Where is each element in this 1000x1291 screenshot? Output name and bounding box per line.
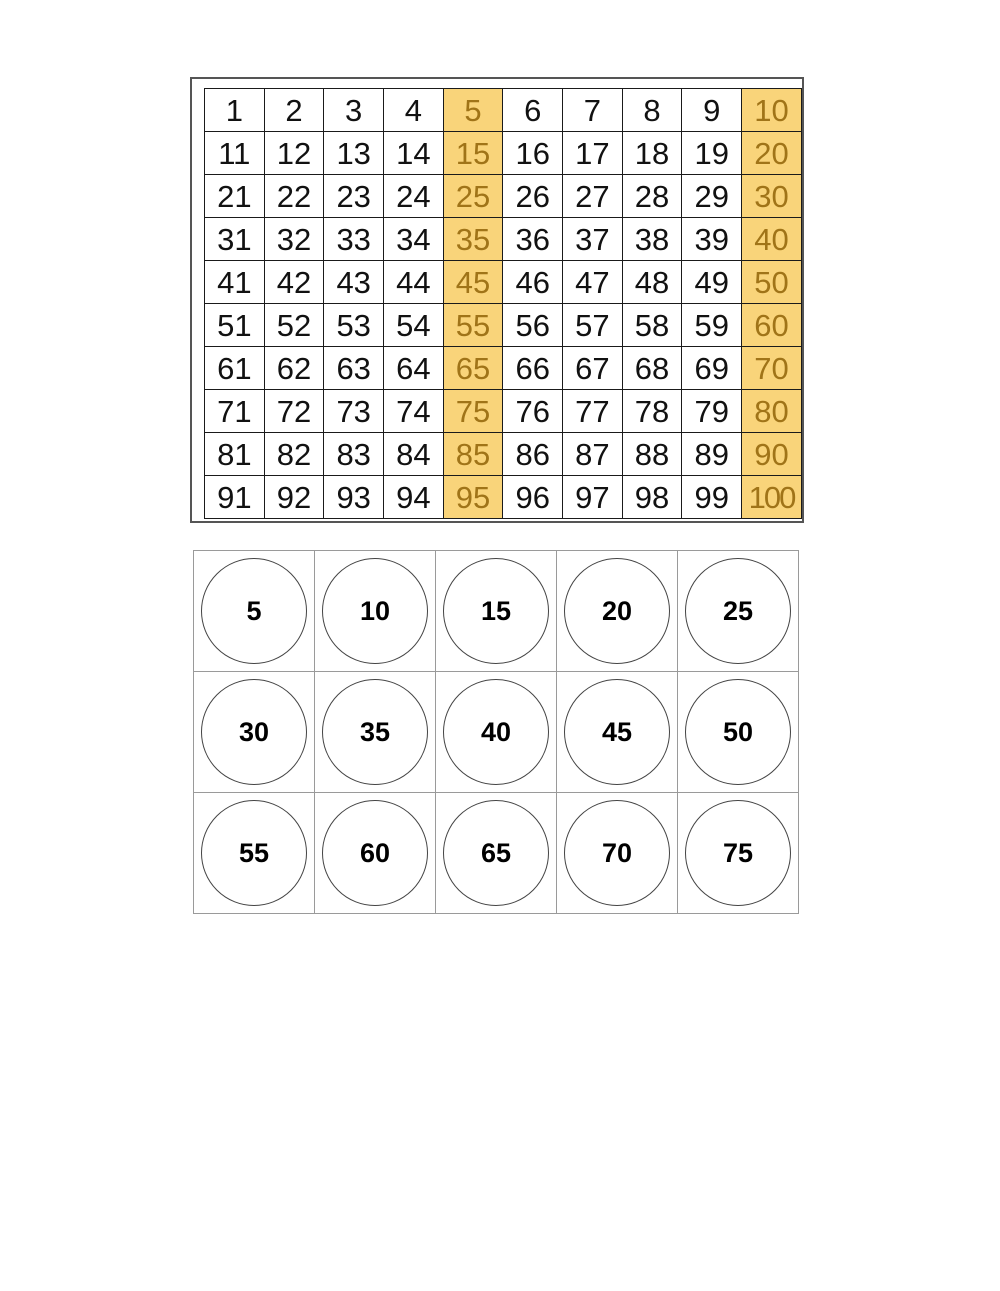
number-cell: 5 [443,89,503,132]
number-cell: 14 [384,132,444,175]
circle-cell [315,672,436,793]
number-cell: 32 [264,218,324,261]
circle-cell [557,551,678,672]
number-cell: 51 [205,304,265,347]
number-cell: 52 [264,304,324,347]
circle-cell [436,793,557,914]
circle-grid-row [194,672,799,793]
number-cell: 27 [563,175,623,218]
number-circle[interactable]: 20 [564,558,670,664]
number-cell: 17 [563,132,623,175]
number-cell: 54 [384,304,444,347]
number-cell: 80 [742,390,802,433]
number-cell: 56 [503,304,563,347]
number-circle[interactable]: 55 [201,800,307,906]
number-cell: 96 [503,476,563,519]
number-cell: 24 [384,175,444,218]
number-cell: 42 [264,261,324,304]
circle-cell [194,551,315,672]
number-cell: 100 [742,476,802,519]
number-cell: 78 [622,390,682,433]
number-cell: 23 [324,175,384,218]
number-cell: 20 [742,132,802,175]
circle-cell [557,672,678,793]
number-cell: 25 [443,175,503,218]
number-cell: 92 [264,476,324,519]
number-cell: 61 [205,347,265,390]
number-cell: 77 [563,390,623,433]
number-cell: 29 [682,175,742,218]
number-circle[interactable]: 40 [443,679,549,785]
number-cell: 7 [563,89,623,132]
number-cell: 79 [682,390,742,433]
number-cell: 31 [205,218,265,261]
hundred-chart-row [205,476,802,519]
number-cell: 76 [503,390,563,433]
circle-cell [315,551,436,672]
number-cell: 69 [682,347,742,390]
number-cell: 48 [622,261,682,304]
number-cell: 15 [443,132,503,175]
hundred-chart-row [205,433,802,476]
circle-grid [193,550,799,914]
number-cell: 44 [384,261,444,304]
number-cell: 85 [443,433,503,476]
number-cell: 21 [205,175,265,218]
circle-cell [315,793,436,914]
circle-cell [194,793,315,914]
number-cell: 68 [622,347,682,390]
number-cell: 72 [264,390,324,433]
number-cell: 90 [742,433,802,476]
number-circle[interactable]: 5 [201,558,307,664]
number-cell: 60 [742,304,802,347]
number-cell: 97 [563,476,623,519]
number-cell: 2 [264,89,324,132]
number-cell: 95 [443,476,503,519]
hundred-chart-row [205,89,802,132]
number-cell: 33 [324,218,384,261]
number-cell: 3 [324,89,384,132]
number-cell: 82 [264,433,324,476]
hundred-chart-row [205,347,802,390]
hundred-chart-row [205,132,802,175]
circle-cell [436,551,557,672]
hundred-chart-row [205,175,802,218]
hundred-chart-frame [190,77,804,523]
number-cell: 22 [264,175,324,218]
number-cell: 11 [205,132,265,175]
number-circle[interactable]: 50 [685,679,791,785]
number-circle[interactable]: 15 [443,558,549,664]
circle-cell [678,793,799,914]
number-cell: 62 [264,347,324,390]
hundred-chart [204,88,802,519]
number-cell: 37 [563,218,623,261]
number-cell: 67 [563,347,623,390]
number-cell: 30 [742,175,802,218]
hundred-chart-row [205,218,802,261]
number-circle[interactable]: 65 [443,800,549,906]
number-cell: 16 [503,132,563,175]
number-cell: 40 [742,218,802,261]
number-circle[interactable]: 10 [322,558,428,664]
circle-grid-row [194,551,799,672]
number-cell: 45 [443,261,503,304]
number-cell: 43 [324,261,384,304]
number-cell: 73 [324,390,384,433]
number-cell: 10 [742,89,802,132]
number-circle[interactable]: 45 [564,679,670,785]
number-cell: 98 [622,476,682,519]
number-cell: 4 [384,89,444,132]
number-cell: 94 [384,476,444,519]
number-cell: 36 [503,218,563,261]
number-cell: 65 [443,347,503,390]
number-cell: 13 [324,132,384,175]
number-cell: 70 [742,347,802,390]
number-cell: 18 [622,132,682,175]
number-cell: 8 [622,89,682,132]
circle-cell [678,672,799,793]
number-circle[interactable]: 70 [564,800,670,906]
number-cell: 47 [563,261,623,304]
number-circle[interactable]: 75 [685,800,791,906]
number-cell: 26 [503,175,563,218]
number-cell: 66 [503,347,563,390]
number-circle[interactable]: 60 [322,800,428,906]
number-cell: 49 [682,261,742,304]
circle-grid-row [194,793,799,914]
number-circle[interactable]: 30 [201,679,307,785]
number-cell: 83 [324,433,384,476]
number-cell: 19 [682,132,742,175]
number-cell: 71 [205,390,265,433]
number-cell: 34 [384,218,444,261]
number-cell: 35 [443,218,503,261]
number-cell: 91 [205,476,265,519]
number-cell: 28 [622,175,682,218]
number-cell: 9 [682,89,742,132]
circle-cell [557,793,678,914]
number-cell: 58 [622,304,682,347]
number-circle[interactable]: 35 [322,679,428,785]
number-cell: 75 [443,390,503,433]
hundred-chart-row [205,261,802,304]
number-cell: 1 [205,89,265,132]
number-cell: 50 [742,261,802,304]
number-cell: 84 [384,433,444,476]
number-cell: 63 [324,347,384,390]
number-cell: 88 [622,433,682,476]
number-cell: 99 [682,476,742,519]
circle-cell [678,551,799,672]
number-cell: 38 [622,218,682,261]
number-cell: 46 [503,261,563,304]
number-cell: 86 [503,433,563,476]
hundred-chart-row [205,304,802,347]
number-cell: 64 [384,347,444,390]
number-cell: 55 [443,304,503,347]
number-cell: 39 [682,218,742,261]
number-cell: 57 [563,304,623,347]
number-cell: 53 [324,304,384,347]
number-cell: 81 [205,433,265,476]
circle-cell [194,672,315,793]
number-cell: 89 [682,433,742,476]
number-cell: 93 [324,476,384,519]
number-cell: 87 [563,433,623,476]
number-cell: 12 [264,132,324,175]
number-cell: 59 [682,304,742,347]
number-circle[interactable]: 25 [685,558,791,664]
number-cell: 6 [503,89,563,132]
circle-cell [436,672,557,793]
hundred-chart-row [205,390,802,433]
number-cell: 41 [205,261,265,304]
number-cell: 74 [384,390,444,433]
